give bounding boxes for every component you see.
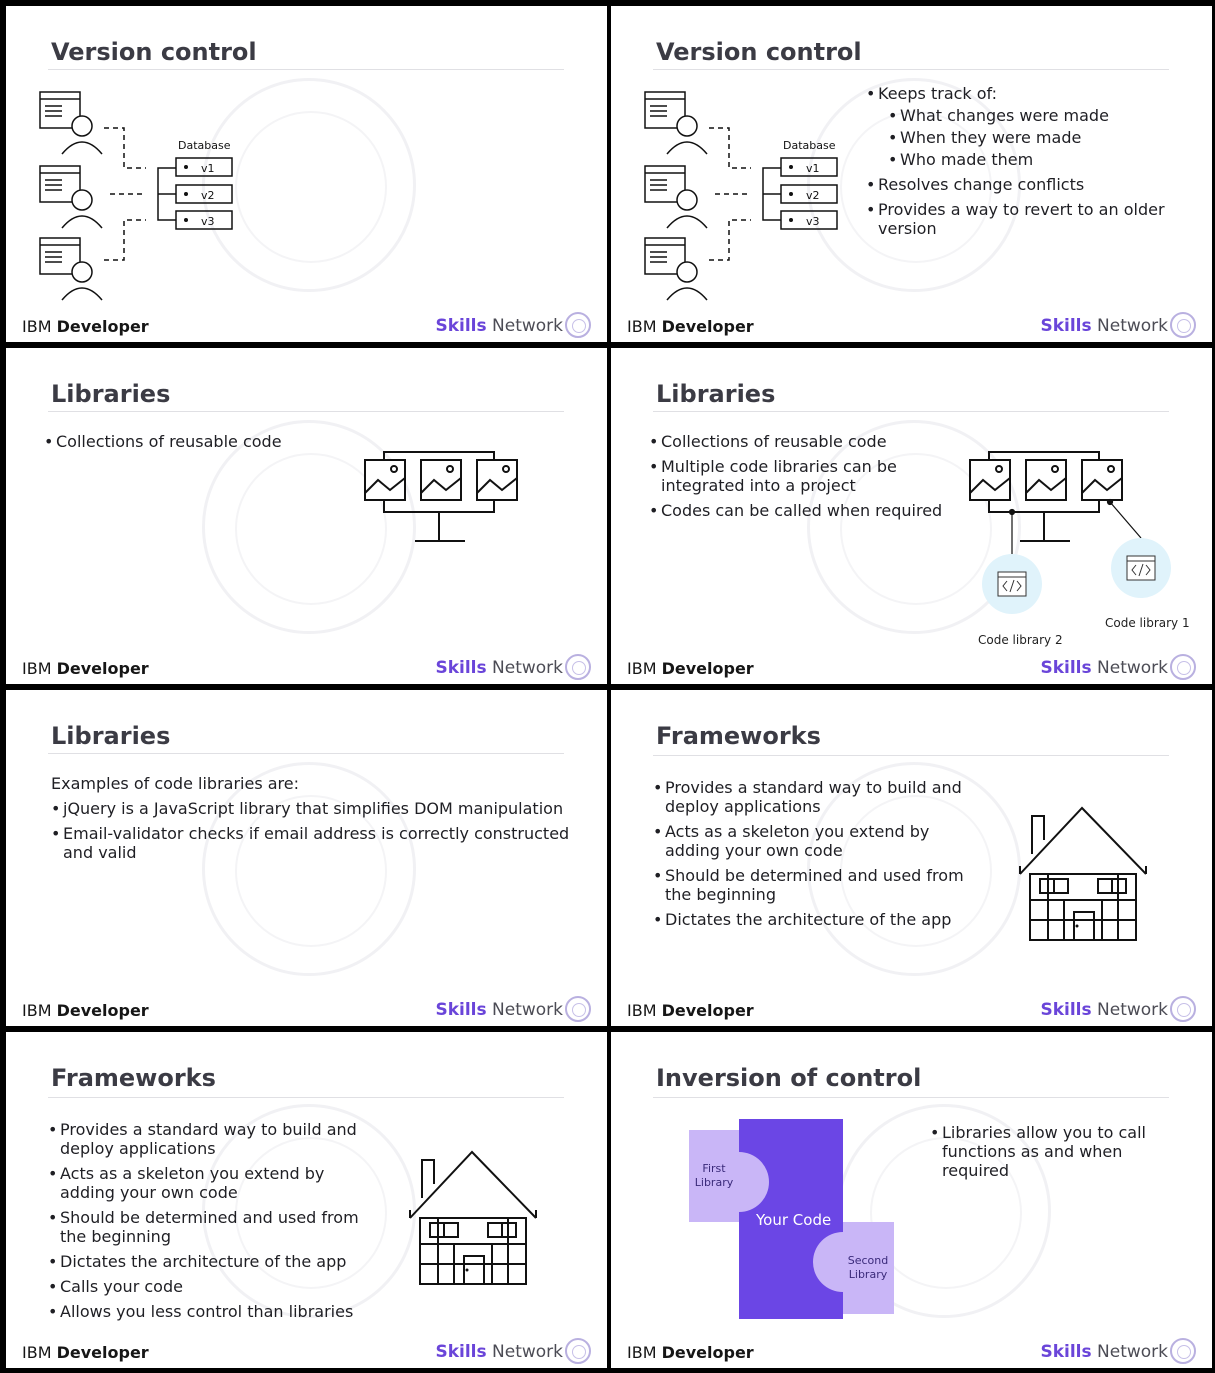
title-divider <box>653 411 1169 412</box>
skills-network-logo-icon <box>565 996 591 1022</box>
sub-bullet-item: • Who made them <box>888 150 1186 169</box>
bullet-list <box>48 1120 368 1327</box>
version-label: v1 <box>201 162 215 175</box>
bullet-item: • Provides a standard way to build and deploy applications <box>48 1120 368 1158</box>
skills-network-brand: Skills Network <box>1040 316 1168 336</box>
title-divider <box>48 753 564 754</box>
skills-network-brand: Skills Network <box>1040 1000 1168 1020</box>
bullet-list <box>649 432 949 526</box>
bullet-item: • Keeps track of: • What changes were made • When they were made • Who made them <box>866 84 1186 169</box>
title-divider <box>653 755 1169 756</box>
slide-title: Version control <box>656 38 862 66</box>
bullet-item: • Libraries allow you to call functions as and when required <box>930 1123 1160 1180</box>
skills-network-logo-icon <box>1170 996 1196 1022</box>
skills-network-logo-icon <box>1170 312 1196 338</box>
bullet-item: • Codes can be called when required <box>649 501 949 520</box>
version-label: v3 <box>806 215 820 228</box>
house-icon <box>408 1146 543 1291</box>
slide-title: Inversion of control <box>656 1064 922 1092</box>
database-label: Database <box>783 139 836 152</box>
bullet-list <box>930 1123 1160 1186</box>
skills-network-brand: Skills Network <box>435 658 563 678</box>
skills-network-logo-icon <box>1170 1338 1196 1364</box>
slide-title: Frameworks <box>51 1064 216 1092</box>
bullet-list <box>653 778 973 935</box>
bullet-item: • Acts as a skeleton you extend by adding your own code <box>48 1164 368 1202</box>
first-library-label: First Library <box>694 1162 734 1189</box>
bullet-item: • Provides a standard way to build and deploy applications <box>653 778 973 816</box>
title-divider <box>48 69 564 70</box>
title-divider <box>653 1097 1169 1098</box>
bullet-list <box>44 432 344 457</box>
ibm-developer-brand: IBM Developer <box>22 1001 149 1020</box>
intro-text: Examples of code libraries are: <box>51 774 299 793</box>
house-icon <box>1018 802 1153 947</box>
slide-frameworks-2 <box>6 1032 607 1368</box>
your-code-label: Your Code <box>756 1211 832 1229</box>
slide-title: Libraries <box>51 722 171 750</box>
slide-title: Libraries <box>656 380 776 408</box>
title-divider <box>48 1097 564 1098</box>
version-label: v3 <box>201 215 215 228</box>
bullet-item: • Collections of reusable code <box>44 432 344 451</box>
slide-version-control-2 <box>611 6 1212 342</box>
skills-network-brand: Skills Network <box>435 1000 563 1020</box>
monitor-images-icon <box>362 448 532 558</box>
ibm-developer-brand: IBM Developer <box>22 659 149 678</box>
bullet-item: • Acts as a skeleton you extend by adding your own code <box>653 822 973 860</box>
skills-network-logo-icon <box>565 312 591 338</box>
bullet-item: • Resolves change conflicts <box>866 175 1186 194</box>
bullet-item: • jQuery is a JavaScript library that simplifies DOM manipulation <box>51 799 571 818</box>
version-control-diagram <box>36 88 276 318</box>
skills-network-brand: Skills Network <box>435 1342 563 1362</box>
title-divider <box>48 411 564 412</box>
bullet-item: • Dictates the architecture of the app <box>48 1252 368 1271</box>
skills-network-logo-icon <box>1170 654 1196 680</box>
slide-version-control-1 <box>6 6 607 342</box>
bullet-list <box>866 84 1186 244</box>
slide-title: Version control <box>51 38 257 66</box>
bullet-item: • Should be determined and used from the beginning <box>48 1208 368 1246</box>
version-label: v2 <box>201 189 215 202</box>
skills-network-brand: Skills Network <box>435 316 563 336</box>
ibm-developer-brand: IBM Developer <box>627 317 754 336</box>
bullet-item: • Dictates the architecture of the app <box>653 910 973 929</box>
version-control-diagram <box>641 88 881 318</box>
ibm-developer-brand: IBM Developer <box>22 317 149 336</box>
second-library-label: Second Library <box>847 1254 889 1281</box>
code-library-2-label: Code library 2 <box>978 633 1063 647</box>
skills-network-logo-icon <box>565 1338 591 1364</box>
slide-libraries-1 <box>6 348 607 684</box>
ibm-developer-brand: IBM Developer <box>627 1343 754 1362</box>
database-label: Database <box>178 139 231 152</box>
slide-title: Frameworks <box>656 722 821 750</box>
skills-network-brand: Skills Network <box>1040 1342 1168 1362</box>
bullet-item: • Allows you less control than libraries <box>48 1302 368 1321</box>
sub-bullet-item: • When they were made <box>888 128 1186 147</box>
skills-network-brand: Skills Network <box>1040 658 1168 678</box>
bullet-item: • Multiple code libraries can be integrated into a project <box>649 457 949 495</box>
version-label: v1 <box>806 162 820 175</box>
skills-network-logo-icon <box>565 654 591 680</box>
ibm-developer-brand: IBM Developer <box>22 1343 149 1362</box>
slide-inversion-of-control <box>611 1032 1212 1368</box>
slide-frameworks-1 <box>611 690 1212 1026</box>
bullet-list <box>51 774 571 868</box>
bullet-item: • Calls your code <box>48 1277 368 1296</box>
bullet-item: • Provides a way to revert to an older version <box>866 200 1186 238</box>
bullet-item: • Email-validator checks if email address is correctly constructed and valid <box>51 824 571 862</box>
code-library-1-label: Code library 1 <box>1105 616 1190 630</box>
bullet-item: • Should be determined and used from the beginning <box>653 866 973 904</box>
version-label: v2 <box>806 189 820 202</box>
slide-title: Libraries <box>51 380 171 408</box>
ibm-developer-brand: IBM Developer <box>627 1001 754 1020</box>
slide-libraries-3 <box>6 690 607 1026</box>
sub-bullet-item: • What changes were made <box>888 106 1186 125</box>
bullet-item: • Collections of reusable code <box>649 432 949 451</box>
title-divider <box>653 69 1169 70</box>
slide-libraries-2 <box>611 348 1212 684</box>
ibm-developer-brand: IBM Developer <box>627 659 754 678</box>
